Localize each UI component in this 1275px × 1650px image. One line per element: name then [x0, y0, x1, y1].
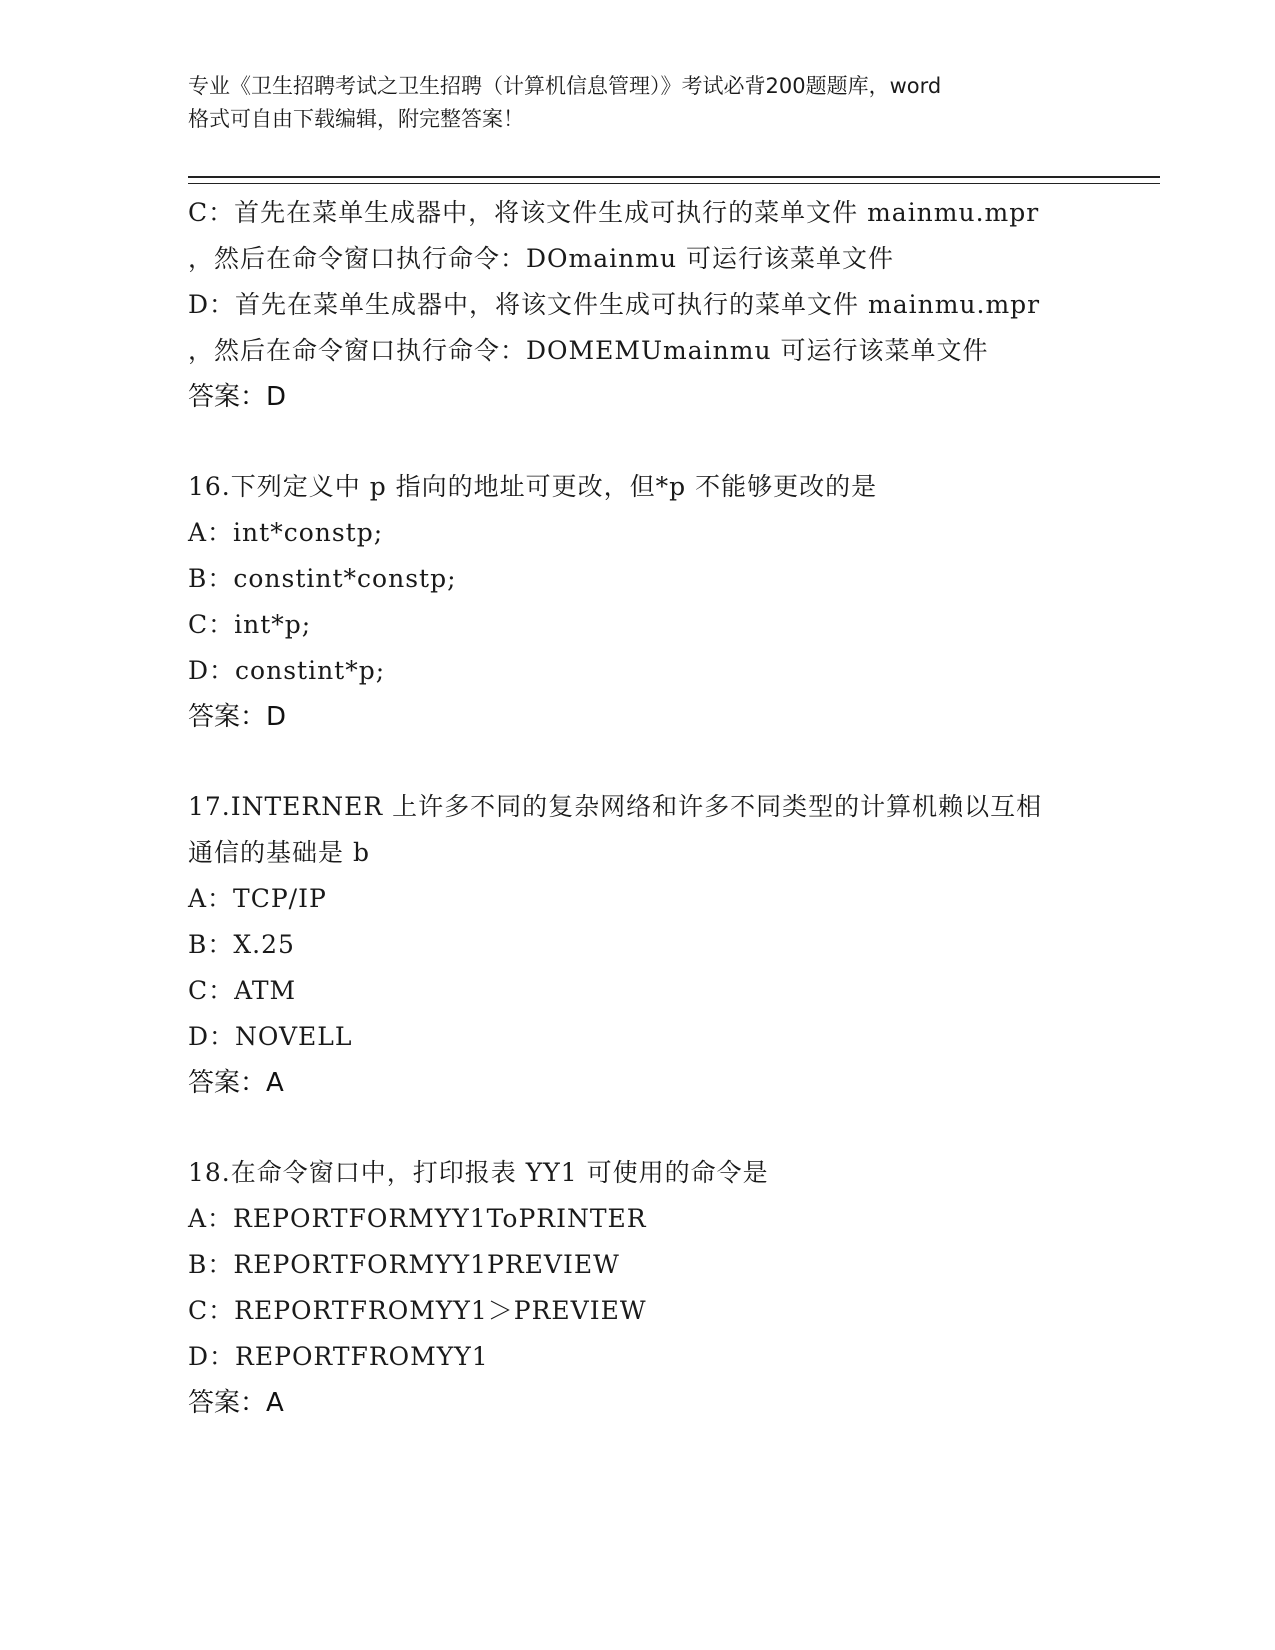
question-16	[188, 464, 1088, 740]
question-stem: 16.下列定义中 p 指向的地址可更改，但*p 不能够更改的是	[188, 472, 878, 501]
option-a: A：REPORTFORMYY1ToPRINTER	[188, 1204, 647, 1233]
option-c-line-2: ，然后在命令窗口执行命令：DOmainmu 可运行该菜单文件	[188, 244, 895, 273]
answer: 答案：A	[188, 1068, 284, 1098]
question-stem-line-1: 17.INTERNER 上许多不同的复杂网络和许多不同类型的计算机赖以互相	[188, 792, 1043, 821]
question-stem-line-2: 通信的基础是 b	[188, 838, 370, 867]
option-a: A：TCP/IP	[188, 884, 327, 913]
option-d: D：REPORTFROMYY1	[188, 1342, 489, 1371]
header-line-2: 格式可自由下载编辑，附完整答案！	[188, 107, 524, 131]
option-a: A：int*constp;	[188, 518, 384, 547]
option-c: C：ATM	[188, 976, 297, 1005]
option-d: D：NOVELL	[188, 1022, 353, 1051]
option-b: B：X.25	[188, 930, 295, 959]
option-c-line-1: C：首先在菜单生成器中，将该文件生成可执行的菜单文件 mainmu.mpr	[188, 198, 1040, 227]
option-d: D：constint*p;	[188, 656, 386, 685]
document-header	[188, 70, 1088, 136]
option-b: B：constint*constp;	[188, 564, 457, 593]
option-c: C：int*p;	[188, 610, 312, 639]
answer: 答案：D	[188, 702, 287, 732]
question-15-tail	[188, 190, 1088, 420]
option-d-line-1: D：首先在菜单生成器中，将该文件生成可执行的菜单文件 mainmu.mpr	[188, 290, 1041, 319]
question-18	[188, 1150, 1088, 1426]
answer: 答案：D	[188, 382, 287, 412]
option-b: B：REPORTFORMYY1PREVIEW	[188, 1250, 620, 1279]
option-c: C：REPORTFROMYY1＞PREVIEW	[188, 1296, 647, 1325]
header-line-1: 专业《卫生招聘考试之卫生招聘（计算机信息管理）》考试必背200题题库，word	[188, 74, 942, 98]
question-17	[188, 784, 1088, 1106]
answer: 答案：A	[188, 1388, 284, 1418]
spacer	[188, 740, 1088, 784]
document-body	[188, 190, 1088, 1426]
spacer	[188, 1106, 1088, 1150]
spacer	[188, 420, 1088, 464]
header-divider-thick	[188, 176, 1160, 178]
option-d-line-2: ，然后在命令窗口执行命令：DOMEMUmainmu 可运行该菜单文件	[188, 336, 989, 365]
header-divider-thin	[188, 183, 1160, 184]
question-stem: 18.在命令窗口中，打印报表 YY1 可使用的命令是	[188, 1158, 769, 1187]
